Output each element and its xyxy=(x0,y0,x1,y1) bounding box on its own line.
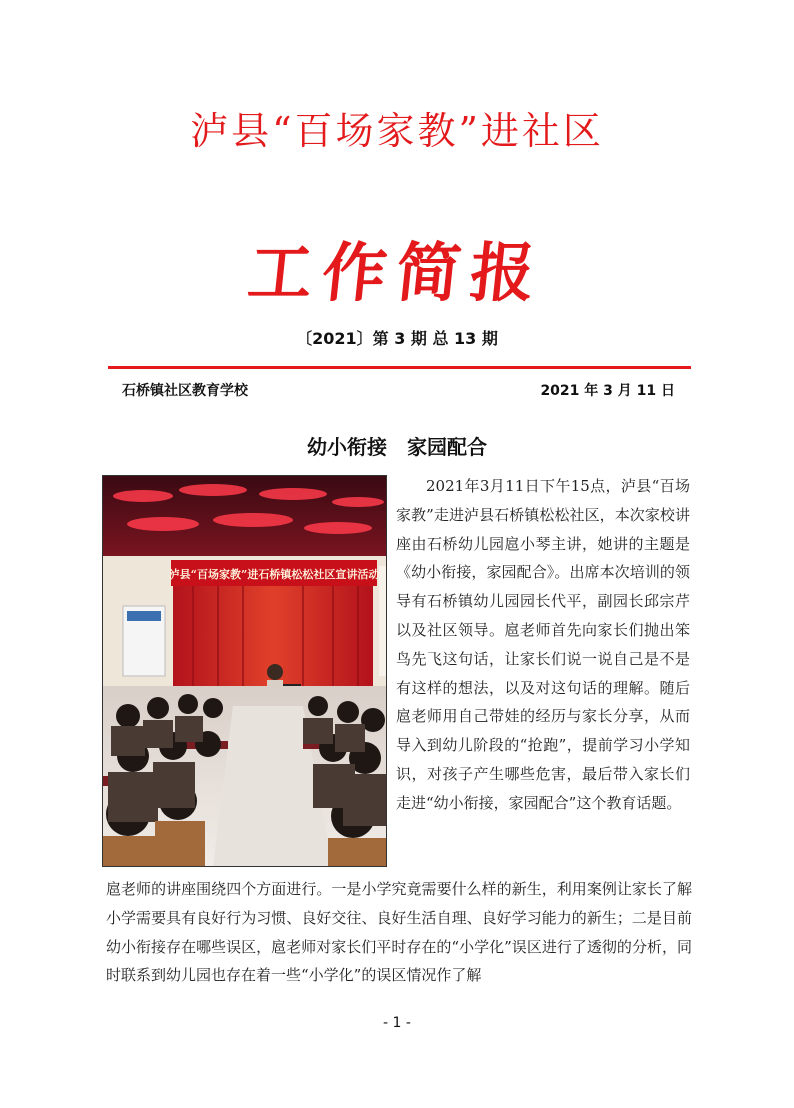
article-title: 幼小衔接 家园配合 xyxy=(307,435,487,459)
article-body-full xyxy=(106,875,692,990)
header-divider xyxy=(108,366,691,369)
bulletin-title: 工作简报 xyxy=(244,237,549,311)
page-number: - 1 - xyxy=(383,1015,411,1031)
organization-name: 石桥镇社区教育学校 xyxy=(122,383,248,399)
masthead-title: 泸县“百场家教”进社区 xyxy=(190,109,604,153)
paragraph-intro: 2021年3月11日下午15点，泸县“百场家教”走进泸县石桥镇松松社区，本次家校讲座由石桥幼儿园扈小琴主讲，她讲的主题是《幼小衔接，家园配合》。出席本次培训的领导有石桥镇幼儿园园长代平，副园长邱宗芹以及社区领导。扈老师首先向家长们抛出笨鸟先飞这句话，让家长们说一说自己是不是有这样的想法，以及对这句话的理解。随后扈老师用自己带娃的经历与家长分享，从而导入到幼儿阶段的“抢跑”，提前学习小学知识，对孩子产生哪些危害，最后带入家长们走进“幼小衔接，家园配合”这个教育话题。 xyxy=(396,477,690,812)
paragraph-lecture: 扈老师的讲座围绕四个方面进行。一是小学究竟需要什么样的新生，利用案例让家长了解小学需要具有良好行为习惯、良好交往、良好生活自理、良好学习能力的新生；二是目前幼小衔接存在哪些误区，扈老师对家长们平时存在的“小学化”误区进行了透彻的分析，同时联系到幼儿园也存在着一些“小学化”的误区情况作了解 xyxy=(106,880,692,985)
issue-date: 2021 年 3 月 11 日 xyxy=(540,383,675,399)
article-body-column xyxy=(396,472,690,818)
event-banner-text: 泸县“百场家教”进石桥镇松松社区宣讲活动 xyxy=(168,568,380,581)
event-photo xyxy=(102,475,387,867)
event-photo-illustration xyxy=(103,476,386,866)
issue-number: 〔2021〕第 3 期 总 13 期 xyxy=(296,329,498,348)
